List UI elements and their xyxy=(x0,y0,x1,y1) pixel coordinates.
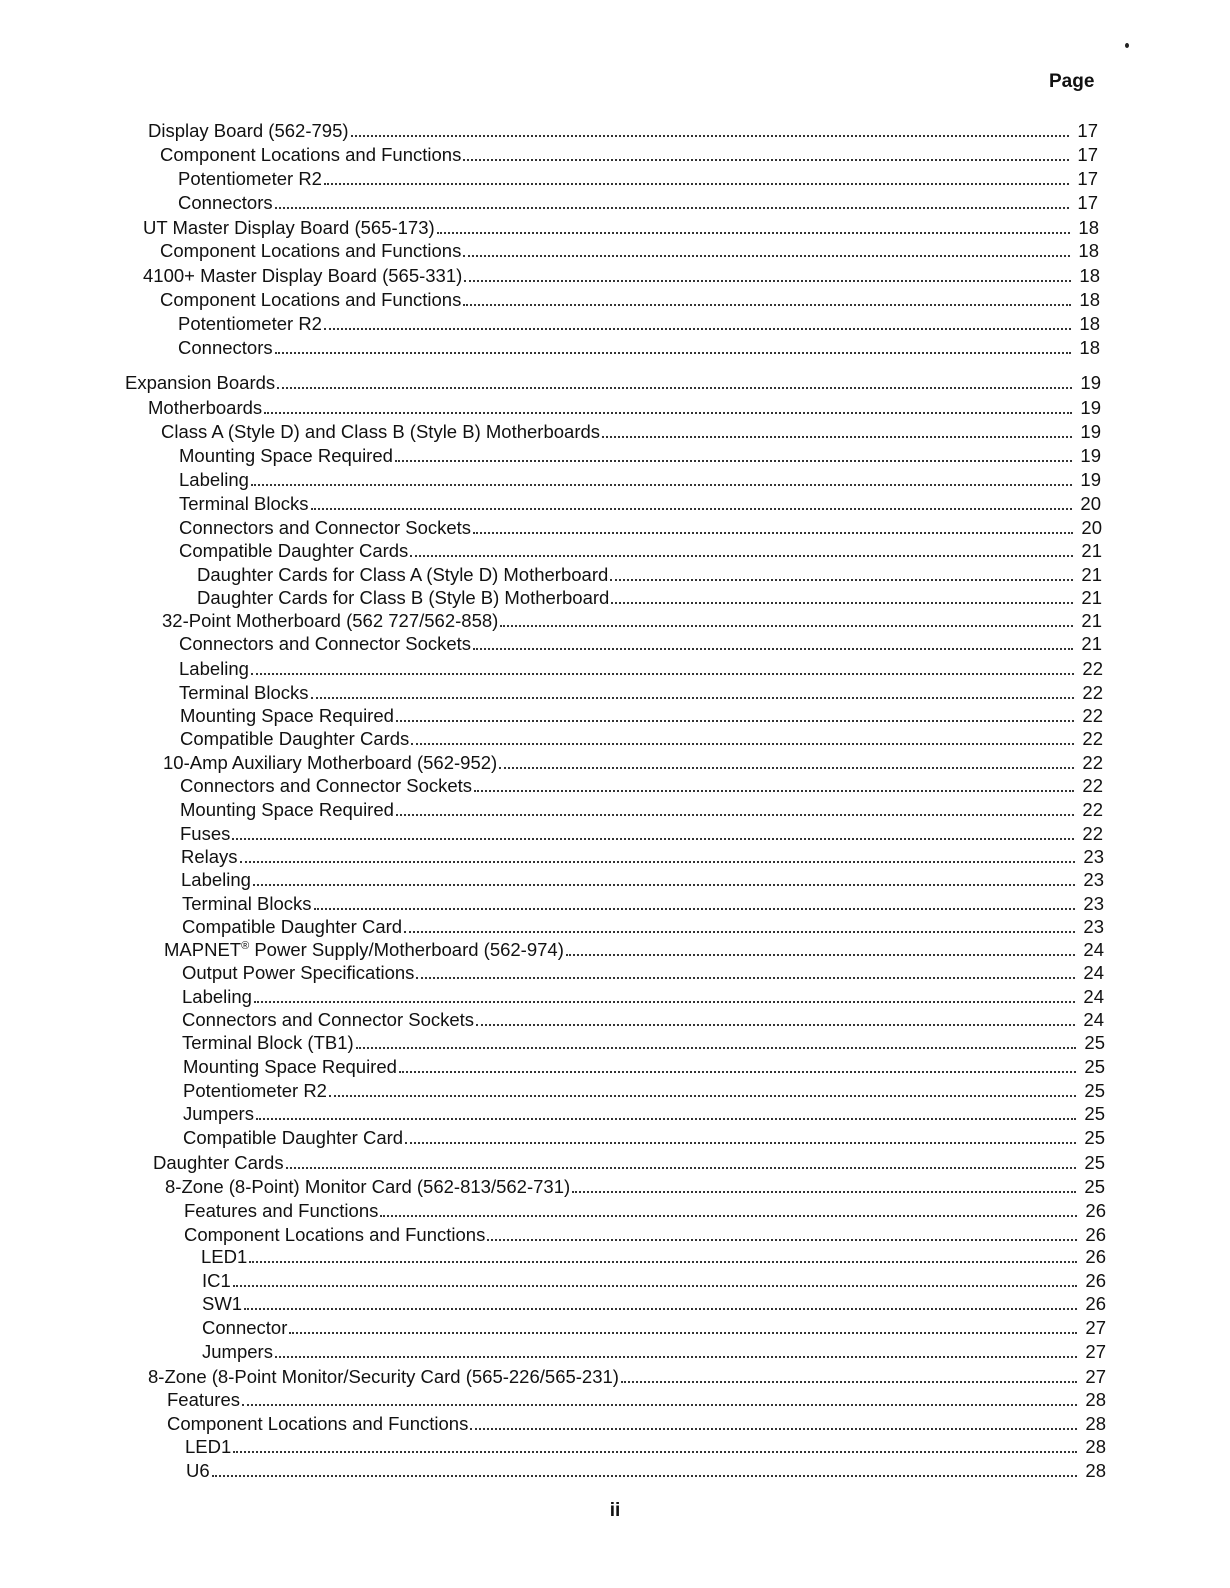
toc-entry-page: 22 xyxy=(1082,705,1103,726)
dot-leader xyxy=(254,1000,1075,1003)
toc-entry-page: 18 xyxy=(1079,313,1100,334)
toc-entry-title: Mounting Space Required xyxy=(180,799,394,820)
registered-mark: ® xyxy=(241,939,250,952)
toc-entry-title: Terminal Blocks xyxy=(179,682,309,703)
dot-leader xyxy=(286,1166,1076,1169)
toc-entry xyxy=(182,986,1104,1008)
toc-entry-page: 20 xyxy=(1081,517,1102,538)
toc-entry xyxy=(180,775,1103,797)
toc-entry xyxy=(179,658,1103,680)
toc-entry xyxy=(167,1389,1106,1411)
toc-entry xyxy=(179,445,1101,467)
toc-entry-title: Display Board (562-795) xyxy=(148,120,349,141)
toc-entry-title: Compatible Daughter Cards xyxy=(179,540,409,561)
toc-entry-page: 26 xyxy=(1085,1200,1106,1221)
dot-leader xyxy=(240,860,1075,863)
toc-entry xyxy=(165,1176,1105,1198)
toc-entry-page: 22 xyxy=(1082,823,1103,844)
toc-entry-page: 21 xyxy=(1081,610,1102,631)
toc-entry-page: 21 xyxy=(1081,633,1102,654)
dot-leader xyxy=(474,789,1074,792)
toc-entry-title: U6 xyxy=(186,1460,210,1481)
toc-entry-page: 26 xyxy=(1085,1224,1106,1245)
page-column-heading: Page xyxy=(1049,71,1095,92)
toc-entry-title: 10-Amp Auxiliary Motherboard (562-952) xyxy=(163,752,498,773)
toc-entry xyxy=(183,1127,1105,1149)
dot-leader xyxy=(380,1214,1077,1217)
toc-entry-title: Relays xyxy=(181,846,238,867)
dot-leader xyxy=(410,554,1073,557)
toc-entry-page: 19 xyxy=(1080,372,1101,393)
toc-entry-title: UT Master Display Board (565-173) xyxy=(143,217,435,238)
toc-entry xyxy=(178,313,1100,335)
toc-entry-title: Potentiometer R2 xyxy=(178,168,322,189)
toc-entry xyxy=(179,540,1102,562)
dot-leader xyxy=(275,351,1071,354)
toc-entry-page: 17 xyxy=(1077,192,1098,213)
dot-leader xyxy=(411,742,1074,745)
toc-entry-page: 22 xyxy=(1082,775,1103,796)
dot-leader xyxy=(610,578,1073,581)
toc-entry-page: 19 xyxy=(1080,469,1101,490)
toc-entry-page: 22 xyxy=(1082,752,1103,773)
dot-leader xyxy=(602,435,1072,438)
toc-entry xyxy=(201,1246,1106,1268)
dot-leader xyxy=(399,1070,1076,1073)
toc-entry-title: Expansion Boards xyxy=(125,372,276,393)
dot-leader xyxy=(476,1023,1075,1026)
toc-entry-title: Daughter Cards for Class A (Style D) Motherboard xyxy=(197,564,609,585)
toc-entry-title: Potentiometer R2 xyxy=(183,1080,327,1101)
toc-entry-title: Features xyxy=(167,1389,241,1410)
toc-entry-title: Potentiometer R2 xyxy=(178,313,322,334)
dot-leader xyxy=(464,279,1071,282)
toc-entry xyxy=(183,1103,1105,1125)
toc-entry xyxy=(179,517,1102,539)
dot-leader xyxy=(311,507,1072,510)
toc-entry xyxy=(143,217,1099,239)
dot-leader xyxy=(566,953,1075,956)
dot-leader xyxy=(470,1427,1077,1430)
dot-leader xyxy=(621,1380,1077,1383)
toc-entry xyxy=(180,823,1103,845)
toc-entry-page: 18 xyxy=(1079,265,1100,286)
dot-leader xyxy=(277,386,1072,389)
toc-entry-page: 25 xyxy=(1084,1056,1105,1077)
toc-entry-page: 28 xyxy=(1085,1389,1106,1410)
dot-leader xyxy=(405,1141,1076,1144)
toc-entry-page: 18 xyxy=(1079,337,1100,358)
toc-entry-page: 25 xyxy=(1084,1152,1105,1173)
toc-entry-page: 17 xyxy=(1077,168,1098,189)
toc-entry xyxy=(143,265,1100,287)
toc-entry xyxy=(162,610,1102,632)
toc-entry xyxy=(178,192,1098,214)
toc-entry xyxy=(197,587,1102,609)
toc-entry xyxy=(160,144,1098,166)
toc-entry xyxy=(163,752,1103,774)
toc-entry-title: Motherboards xyxy=(148,397,263,418)
toc-entry-page: 25 xyxy=(1084,1127,1105,1148)
toc-entry xyxy=(184,1200,1106,1222)
toc-entry-page: 28 xyxy=(1085,1460,1106,1481)
dot-leader xyxy=(289,1331,1077,1334)
dot-leader xyxy=(324,327,1071,330)
dot-leader xyxy=(275,1355,1077,1358)
toc-entry xyxy=(182,1009,1104,1031)
toc-entry xyxy=(167,1413,1106,1435)
toc-entry-title: 8-Zone (8-Point) Monitor Card (562-813/562-731) xyxy=(165,1176,571,1197)
dot-leader xyxy=(396,719,1074,722)
dot-leader xyxy=(311,696,1074,699)
toc-entry-page: 23 xyxy=(1083,916,1104,937)
toc-entry-title: Labeling xyxy=(179,658,249,679)
dot-leader xyxy=(351,134,1069,137)
toc-entry xyxy=(182,962,1104,984)
toc-entry xyxy=(161,421,1101,443)
toc-entry-title: Connectors and Connector Sockets xyxy=(179,633,472,654)
toc-entry-page: 26 xyxy=(1085,1246,1106,1267)
toc-entry xyxy=(160,289,1100,311)
dot-leader xyxy=(463,303,1071,306)
dot-leader xyxy=(253,883,1075,886)
toc-entry-title: Fuses xyxy=(180,823,231,844)
toc-entry-title: SW1 xyxy=(202,1293,243,1314)
toc-entry xyxy=(179,469,1101,491)
toc-entry-title: Mounting Space Required xyxy=(180,705,394,726)
toc-entry-title: Component Locations and Functions xyxy=(184,1224,486,1245)
dot-leader xyxy=(463,254,1070,257)
dot-leader xyxy=(233,1450,1077,1453)
scan-speck xyxy=(1125,43,1129,48)
toc-entry xyxy=(181,846,1104,868)
toc-entry-title: Compatible Daughter Card xyxy=(182,916,403,937)
toc-entry-title: Terminal Blocks xyxy=(179,493,309,514)
dot-leader xyxy=(499,766,1074,769)
toc-entry xyxy=(178,337,1100,359)
toc-entry-title: Connector xyxy=(202,1317,288,1338)
dot-leader xyxy=(324,182,1069,185)
toc-entry-page: 27 xyxy=(1085,1366,1106,1387)
toc-entry-title: Component Locations and Functions xyxy=(160,289,462,310)
toc-entry xyxy=(181,869,1104,891)
toc-entry-title: Labeling xyxy=(181,869,251,890)
toc-entry-page: 21 xyxy=(1081,540,1102,561)
toc-entry-title: LED1 xyxy=(201,1246,248,1267)
toc-entry xyxy=(183,1056,1105,1078)
toc-entry-title: Connectors and Connector Sockets xyxy=(179,517,472,538)
toc-entry-page: 17 xyxy=(1077,144,1098,165)
toc-entry xyxy=(179,633,1102,655)
toc-entry xyxy=(180,799,1103,821)
toc-entry-title: Component Locations and Functions xyxy=(167,1413,469,1434)
toc-entry-page: 26 xyxy=(1085,1293,1106,1314)
toc-entry-title: Compatible Daughter Cards xyxy=(180,728,410,749)
toc-entry-title: Jumpers xyxy=(202,1341,273,1362)
toc-entry xyxy=(197,564,1102,586)
toc-entry xyxy=(202,1341,1106,1363)
toc-entry-page: 25 xyxy=(1084,1176,1105,1197)
dot-leader xyxy=(251,483,1072,486)
toc-entry-title: 4100+ Master Display Board (565-331) xyxy=(143,265,463,286)
dot-leader xyxy=(416,976,1075,979)
toc-entry xyxy=(186,1460,1106,1482)
toc-entry-title: Terminal Block (TB1) xyxy=(182,1032,354,1053)
dot-leader xyxy=(437,231,1070,234)
toc-entry-title: Output Power Specifications xyxy=(182,962,415,983)
toc-entry-title: Terminal Blocks xyxy=(182,893,312,914)
toc-entry-page: 23 xyxy=(1083,846,1104,867)
toc-entry-page: 22 xyxy=(1082,658,1103,679)
dot-leader xyxy=(395,459,1072,462)
toc-entry xyxy=(180,705,1103,727)
toc-entry xyxy=(160,240,1099,262)
dot-leader xyxy=(500,624,1073,627)
toc-entry xyxy=(148,1366,1106,1388)
dot-leader xyxy=(212,1474,1077,1477)
toc-entry-title: Component Locations and Functions xyxy=(160,144,462,165)
toc-entry-title: IC1 xyxy=(202,1270,231,1291)
toc-entry-page: 27 xyxy=(1085,1317,1106,1338)
toc-entry-page: 28 xyxy=(1085,1413,1106,1434)
toc-entry-title: Connectors and Connector Sockets xyxy=(180,775,473,796)
toc-entry xyxy=(202,1270,1106,1292)
toc-entry-title: Class A (Style D) and Class B (Style B) Motherboards xyxy=(161,421,601,442)
toc-entry xyxy=(179,682,1103,704)
toc-entry xyxy=(202,1317,1106,1339)
toc-entry-page: 24 xyxy=(1083,939,1104,960)
toc-entry-title: Jumpers xyxy=(183,1103,254,1124)
toc-entry-page: 18 xyxy=(1078,240,1099,261)
toc-entry-title: Connectors and Connector Sockets xyxy=(182,1009,475,1030)
toc-entry-page: 28 xyxy=(1085,1436,1106,1457)
toc-entry xyxy=(125,372,1101,394)
toc-entry-page: 19 xyxy=(1080,397,1101,418)
toc-entry xyxy=(184,1224,1106,1246)
dot-leader xyxy=(314,907,1075,910)
toc-entry-page: 22 xyxy=(1082,682,1103,703)
toc-entry-page: 22 xyxy=(1082,799,1103,820)
dot-leader xyxy=(473,531,1073,534)
toc-entry-page: 24 xyxy=(1083,1009,1104,1030)
toc-entry-title: Compatible Daughter Card xyxy=(183,1127,404,1148)
toc-entry xyxy=(153,1152,1105,1174)
toc-entry xyxy=(148,397,1101,419)
toc-entry-page: 23 xyxy=(1083,893,1104,914)
dot-leader xyxy=(572,1190,1076,1193)
toc-entry-title: MAPNET® Power Supply/Motherboard (562-974) xyxy=(164,939,564,960)
toc-entry-page: 24 xyxy=(1083,962,1104,983)
toc-entry xyxy=(179,493,1101,515)
toc-entry-title: Daughter Cards for Class B (Style B) Motherboard xyxy=(197,587,610,608)
toc-entry-title: LED1 xyxy=(185,1436,232,1457)
dot-leader xyxy=(264,411,1072,414)
toc-entry xyxy=(182,1032,1105,1054)
toc-entry-title: Features and Functions xyxy=(184,1200,379,1221)
dot-leader xyxy=(251,672,1074,675)
toc-entry-page: 25 xyxy=(1084,1103,1105,1124)
toc-entry-page: 21 xyxy=(1081,587,1102,608)
toc-entry xyxy=(182,893,1104,915)
dot-leader xyxy=(242,1403,1077,1406)
toc-entry xyxy=(148,120,1098,142)
toc-entry-page: 20 xyxy=(1080,493,1101,514)
toc-entry xyxy=(180,728,1103,750)
dot-leader xyxy=(244,1307,1077,1310)
toc-entry-title: Labeling xyxy=(182,986,252,1007)
toc-entry-title: Connectors xyxy=(178,192,273,213)
page-number: ii xyxy=(609,1500,621,1521)
toc-entry xyxy=(202,1293,1106,1315)
toc-entry xyxy=(164,939,1104,961)
dot-leader xyxy=(473,647,1073,650)
toc-entry-page: 27 xyxy=(1085,1341,1106,1362)
toc-entry-page: 25 xyxy=(1084,1080,1105,1101)
toc-entry-page: 25 xyxy=(1084,1032,1105,1053)
toc-entry-title: 8-Zone (8-Point Monitor/Security Card (565-226/565-231) xyxy=(148,1366,619,1387)
dot-leader xyxy=(232,837,1074,840)
toc-entry xyxy=(178,168,1098,190)
dot-leader xyxy=(487,1238,1077,1241)
toc-entry-title: Daughter Cards xyxy=(153,1152,284,1173)
dot-leader xyxy=(463,158,1069,161)
toc-entry-page: 24 xyxy=(1083,986,1104,1007)
dot-leader xyxy=(275,206,1069,209)
toc-entry-page: 21 xyxy=(1081,564,1102,585)
dot-leader xyxy=(233,1284,1077,1287)
toc-entry-page: 18 xyxy=(1079,289,1100,310)
toc-entry-title: 32-Point Motherboard (562 727/562-858) xyxy=(162,610,499,631)
toc-entry-title: Component Locations and Functions xyxy=(160,240,462,261)
toc-entry-page: 22 xyxy=(1082,728,1103,749)
dot-leader xyxy=(249,1260,1077,1263)
toc-entry-title: Connectors xyxy=(178,337,273,358)
toc-entry-title: Labeling xyxy=(179,469,249,490)
dot-leader xyxy=(356,1046,1076,1049)
toc-entry-page: 23 xyxy=(1083,869,1104,890)
dot-leader xyxy=(329,1094,1076,1097)
toc-entry-title: Mounting Space Required xyxy=(179,445,393,466)
toc-entry-title: Mounting Space Required xyxy=(183,1056,397,1077)
toc-entry xyxy=(183,1080,1105,1102)
dot-leader xyxy=(396,813,1074,816)
toc-entry-page: 26 xyxy=(1085,1270,1106,1291)
toc-entry-page: 18 xyxy=(1078,217,1099,238)
toc-entry-page: 19 xyxy=(1080,421,1101,442)
dot-leader xyxy=(404,930,1075,933)
toc-entry xyxy=(185,1436,1106,1458)
dot-leader xyxy=(611,601,1073,604)
dot-leader xyxy=(256,1117,1076,1120)
toc-entry-page: 19 xyxy=(1080,445,1101,466)
toc-entry-page: 17 xyxy=(1077,120,1098,141)
